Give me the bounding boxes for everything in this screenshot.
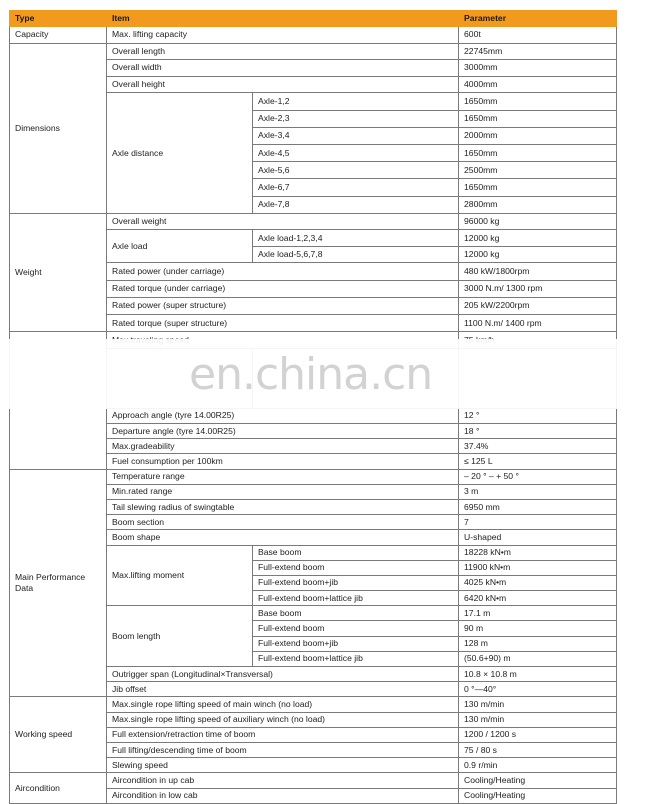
param-value: 6420 kN•m (459, 591, 617, 606)
item-label: Jib offset (107, 682, 459, 697)
param-value: 128 m (459, 636, 617, 651)
param-value: 2800mm (459, 196, 617, 213)
param-value: 3000 N.m/ 1300 rpm (459, 280, 617, 297)
param-value: 3 m (459, 484, 617, 499)
sub-item-label: Axle-6,7 (253, 179, 459, 196)
table-row (10, 213, 617, 230)
item-label: Boom length (107, 606, 253, 667)
item-label: Departure angle (tyre 14.00R25) (107, 424, 459, 439)
item-label: Axle load (107, 230, 253, 263)
group-weight: Weight (10, 213, 107, 332)
sub-item-label: Full-extend boom+lattice jib (253, 651, 459, 666)
item-label: Overall width (107, 60, 459, 77)
param-value: 3000mm (459, 60, 617, 77)
item-label: Fuel consumption per 100km (107, 454, 459, 469)
group-working-speed: Working speed (10, 697, 107, 773)
item-label: Rated torque (under carriage) (107, 280, 459, 297)
param-value: 7 (459, 515, 617, 530)
param-value: 10.8 × 10.8 m (459, 667, 617, 682)
item-label: Boom shape (107, 530, 459, 545)
item-label: Max.single rope lifting speed of main winch (no load) (107, 697, 459, 712)
param-value: U-shaped (459, 530, 617, 545)
item-label: Approach angle (tyre 14.00R25) (107, 408, 459, 423)
param-value: Cooling/Heating (459, 788, 617, 803)
item-label: Temperature range (107, 469, 459, 484)
param-value: 0.9 r/min (459, 758, 617, 773)
param-value: 1650mm (459, 93, 617, 110)
item-label: Max.gradeability (107, 439, 459, 454)
sub-item-label: Full-extend boom+lattice jib (253, 591, 459, 606)
watermark-band (0, 339, 651, 409)
param-value: – 20 ° – + 50 ° (459, 469, 617, 484)
param-value: 480 kW/1800rpm (459, 263, 617, 280)
sub-item-label: Axle-1,2 (253, 93, 459, 110)
table-row (10, 697, 617, 712)
param-value: 1100 N.m/ 1400 rpm (459, 315, 617, 332)
table-row (10, 773, 617, 788)
param-value: 22745mm (459, 43, 617, 60)
sub-item-label: Base boom (253, 545, 459, 560)
param-value: 1650mm (459, 144, 617, 161)
param-value: 18228 kN•m (459, 545, 617, 560)
item-label: Aircondition in up cab (107, 773, 459, 788)
param-value: 12000 kg (459, 230, 617, 247)
table-row (10, 43, 617, 60)
sub-item-label: Full-extend boom (253, 621, 459, 636)
header-row (10, 11, 617, 27)
item-label: Full lifting/descending time of boom (107, 742, 459, 757)
group-dimensions: Dimensions (10, 43, 107, 213)
param-value: ≤ 125 L (459, 454, 617, 469)
group-main-performance: Main Performance Data (10, 469, 107, 697)
watermark-text: en.china.cn (189, 349, 433, 400)
item-label: Max. lifting capacity (107, 27, 459, 44)
param-value: 6950 mm (459, 499, 617, 514)
item-label: Axle distance (107, 93, 253, 213)
header-parameter: Parameter (459, 11, 617, 27)
item-label: Rated power (under carriage) (107, 263, 459, 280)
item-label: Max.lifting moment (107, 545, 253, 606)
param-value: 96000 kg (459, 213, 617, 230)
param-value: 11900 kN•m (459, 560, 617, 575)
sub-item-label: Axle load-1,2,3,4 (253, 230, 459, 247)
item-label: Boom section (107, 515, 459, 530)
sub-item-label: Axle-7,8 (253, 196, 459, 213)
param-value: 18 ° (459, 424, 617, 439)
sub-item-label: Axle-3,4 (253, 127, 459, 144)
item-label: Max.single rope lifting speed of auxiliary winch (no load) (107, 712, 459, 727)
item-label: Rated torque (super structure) (107, 315, 459, 332)
item-label: Outrigger span (Longitudinal×Transversal) (107, 667, 459, 682)
param-value: 1650mm (459, 110, 617, 127)
table-row (10, 469, 617, 484)
param-value: 12000 kg (459, 246, 617, 263)
param-value: 600t (459, 27, 617, 44)
param-value: 17.1 m (459, 606, 617, 621)
table-row (10, 27, 617, 44)
item-label: Overall weight (107, 213, 459, 230)
sub-item-label: Axle-2,3 (253, 110, 459, 127)
item-label: Overall length (107, 43, 459, 60)
group-capacity: Capacity (10, 27, 107, 44)
param-value: 130 m/min (459, 712, 617, 727)
param-value: Cooling/Heating (459, 773, 617, 788)
param-value: 0 °—40° (459, 682, 617, 697)
param-value: 2000mm (459, 127, 617, 144)
param-value: 12 ° (459, 408, 617, 423)
param-value: 205 kW/2200rpm (459, 297, 617, 314)
sub-item-label: Full-extend boom+jib (253, 575, 459, 590)
header-item: Item (107, 11, 459, 27)
item-label: Full extension/retraction time of boom (107, 727, 459, 742)
item-label: Min.rated range (107, 484, 459, 499)
param-value: 90 m (459, 621, 617, 636)
param-value: 2500mm (459, 162, 617, 179)
sub-item-label: Axle-4,5 (253, 144, 459, 161)
param-value: 1200 / 1200 s (459, 727, 617, 742)
sub-item-label: Axle-5,6 (253, 162, 459, 179)
param-value: 4025 kN•m (459, 575, 617, 590)
param-value: 37.4% (459, 439, 617, 454)
sub-item-label: Axle load-5,6,7,8 (253, 246, 459, 263)
sub-item-label: Full-extend boom+jib (253, 636, 459, 651)
param-value: 4000mm (459, 76, 617, 93)
sub-item-label: Full-extend boom (253, 560, 459, 575)
group-aircondition: Aircondition (10, 773, 107, 803)
item-label: Tail slewing radius of swingtable (107, 499, 459, 514)
item-label: Aircondition in low cab (107, 788, 459, 803)
header-type: Type (10, 11, 107, 27)
param-value: (50.6+90) m (459, 651, 617, 666)
param-value: 130 m/min (459, 697, 617, 712)
sub-item-label: Base boom (253, 606, 459, 621)
param-value: 75 / 80 s (459, 742, 617, 757)
item-label: Overall height (107, 76, 459, 93)
param-value: 1650mm (459, 179, 617, 196)
item-label: Slewing speed (107, 758, 459, 773)
item-label: Rated power (super structure) (107, 297, 459, 314)
